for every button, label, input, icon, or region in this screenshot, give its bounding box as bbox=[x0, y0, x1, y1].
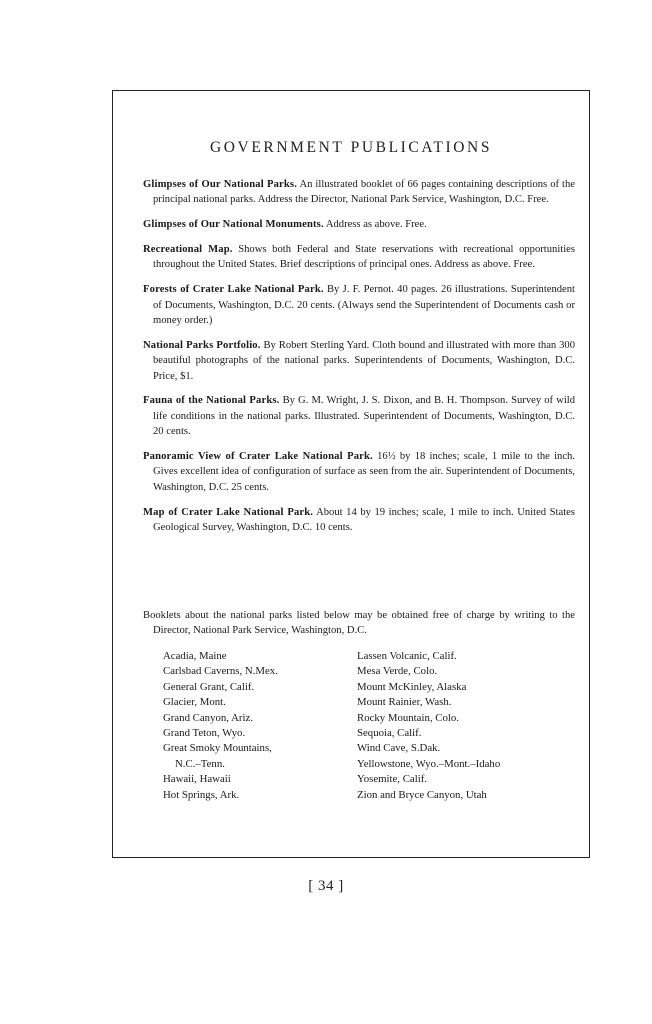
park-item: Mesa Verde, Colo. bbox=[357, 665, 438, 678]
publication-description: An illustrated booklet of 66 pages containing descriptions of the principal national parks. Address the Director, National Park Service, Washington, D.C. Free. bbox=[153, 179, 575, 206]
park-list-left bbox=[163, 649, 278, 803]
park-list-right bbox=[357, 649, 500, 803]
park-item: Glacier, Mont. bbox=[163, 696, 226, 709]
publication-title: Recreational Map. bbox=[143, 244, 233, 255]
publication-title: Glimpses of Our National Parks. bbox=[143, 179, 297, 190]
park-item: Yellowstone, Wyo.–Mont.–Idaho bbox=[357, 757, 501, 770]
park-item: Hawaii, Hawaii bbox=[163, 773, 231, 786]
park-item: Mount Rainier, Wash. bbox=[357, 696, 452, 709]
publication-entry bbox=[143, 217, 575, 232]
park-item-continuation: N.C.–Tenn. bbox=[175, 757, 225, 770]
publication-entry bbox=[143, 393, 575, 439]
publication-entry bbox=[143, 282, 575, 328]
park-item: Carlsbad Caverns, N.Mex. bbox=[163, 665, 278, 678]
publication-entry bbox=[143, 177, 575, 208]
park-item: Hot Springs, Ark. bbox=[163, 788, 240, 801]
park-item: Great Smoky Mountains, bbox=[163, 742, 272, 755]
publication-entry bbox=[143, 338, 575, 384]
publication-title: Glimpses of Our National Monuments. bbox=[143, 219, 324, 231]
publication-description: By Robert Sterling Yard. Cloth bound and illustrated with more than 300 beautiful photographs of the national parks. Superintendents of Documents, Washington, D.C. Price, $1. bbox=[153, 339, 575, 382]
page-number: [ 34 ] bbox=[308, 878, 344, 894]
publication-title: National Parks Portfolio. bbox=[143, 339, 261, 351]
park-item: Sequoia, Calif. bbox=[357, 727, 422, 740]
publication-title: Forests of Crater Lake National Park. bbox=[143, 284, 324, 296]
park-item: Rocky Mountain, Colo. bbox=[357, 711, 459, 724]
page-title: GOVERNMENT PUBLICATIONS bbox=[209, 139, 493, 156]
publication-description: By J. F. Pernot. 40 pages. 26 illustrations. Superintendent of Documents, Washington, D.C. 20 cents. (Always send the Superintendent of Documents cash or money order.) bbox=[153, 284, 575, 327]
park-item: General Grant, Calif. bbox=[163, 680, 255, 693]
publication-description: Shows both Federal and State reservations with recreational opportunities throughout the United States. Brief descriptions of principal ones. Address as above. Free. bbox=[153, 244, 575, 271]
publication-description: About 14 by 19 inches; scale, 1 mile to inch. United States Geological Survey, Washington, D.C. 10 cents. bbox=[153, 506, 575, 534]
publication-title: Fauna of the National Parks. bbox=[143, 395, 280, 407]
park-item: Grand Teton, Wyo. bbox=[163, 727, 246, 740]
publication-description: Address as above. Free. bbox=[325, 219, 427, 231]
park-item: Zion and Bryce Canyon, Utah bbox=[357, 788, 487, 801]
publication-description: By G. M. Wright, J. S. Dixon, and B. H. Thompson. Survey of wild life conditions in the national parks. Illustrated. Superintendent of Documents, Washington, D.C. 20 cents. bbox=[153, 395, 575, 438]
park-item: Wind Cave, S.Dak. bbox=[357, 742, 441, 755]
park-item: Mount McKinley, Alaska bbox=[357, 680, 467, 693]
publication-title: Map of Crater Lake National Park. bbox=[143, 506, 314, 518]
publication-entry bbox=[143, 242, 575, 273]
publications-frame bbox=[112, 90, 590, 858]
park-item: Acadia, Maine bbox=[163, 650, 227, 662]
publication-entry bbox=[143, 505, 575, 536]
park-item: Yosemite, Calif. bbox=[357, 773, 427, 786]
park-item: Lassen Volcanic, Calif. bbox=[357, 650, 457, 662]
publication-list bbox=[143, 177, 575, 545]
park-item: Grand Canyon, Ariz. bbox=[163, 711, 253, 724]
publication-entry bbox=[143, 449, 575, 495]
publication-title: Panoramic View of Crater Lake National Park. bbox=[143, 451, 373, 463]
booklets-intro: Booklets about the national parks listed below may be obtained free of charge by writing to the Director, National Park Service, Washington, D.C. bbox=[143, 609, 575, 636]
publication-description: 16½ by 18 inches; scale, 1 mile to the inch. Gives excellent idea of configuration of surface as seen from the air. Superintendent of Documents, Washington, D.C. 25 cents. bbox=[153, 451, 576, 493]
